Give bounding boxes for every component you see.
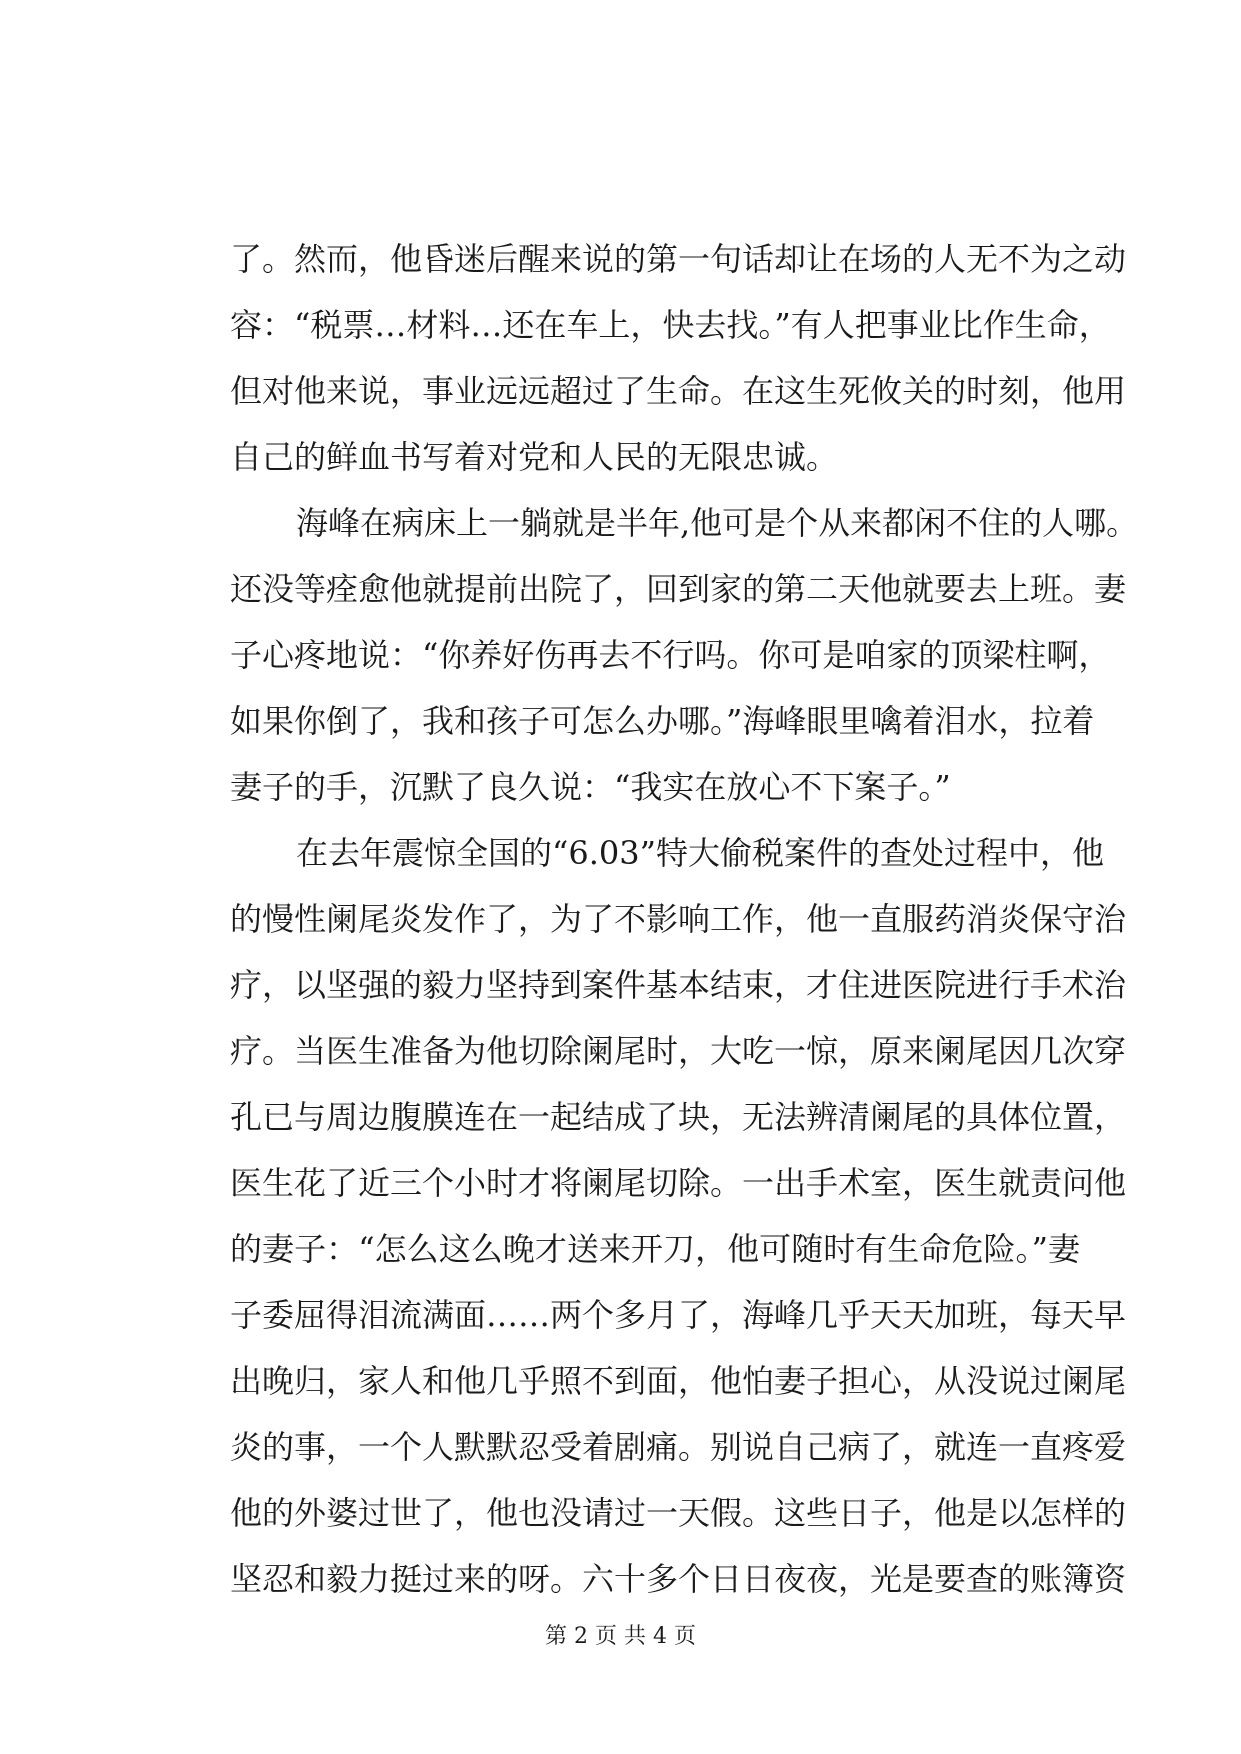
paragraph-1 bbox=[230, 226, 1127, 490]
text-line: 还没等痊愈他就提前出院了，回到家的第二天他就要去上班。妻 bbox=[230, 570, 1127, 608]
text-line: 子心疼地说：“你养好伤再去不行吗。你可是咱家的顶梁柱啊， bbox=[230, 636, 1111, 674]
text-line: 子委屈得泪流满面……两个多月了，海峰几乎天天加班，每天早 bbox=[230, 1296, 1127, 1334]
text-line: 疗。当医生准备为他切除阑尾时，大吃一惊，原来阑尾因几次穿 bbox=[230, 1032, 1127, 1070]
text-line: 的慢性阑尾炎发作了，为了不影响工作，他一直服药消炎保守治 bbox=[230, 900, 1127, 938]
text-line: 但对他来说，事业远远超过了生命。在这生死攸关的时刻，他用 bbox=[230, 372, 1127, 410]
text-line: 容：“税票…材料…还在车上，快去找。”有人把事业比作生命， bbox=[230, 306, 1111, 344]
text-line: 了。然而，他昏迷后醒来说的第一句话却让在场的人无不为之动 bbox=[230, 240, 1127, 278]
text-line: 他的外婆过世了，他也没请过一天假。这些日子，他是以怎样的 bbox=[230, 1494, 1127, 1532]
text-line: 医生花了近三个小时才将阑尾切除。一出手术室，医生就责问他 bbox=[230, 1164, 1127, 1202]
page-number-label: 第 2 页 共 4 页 bbox=[545, 1624, 696, 1649]
paragraph-3 bbox=[230, 820, 1127, 1612]
text-line: 炎的事，一个人默默忍受着剧痛。别说自己病了，就连一直疼爱 bbox=[230, 1428, 1127, 1466]
text-line: 如果你倒了，我和孩子可怎么办哪。”海峰眼里噙着泪水，拉着 bbox=[230, 702, 1095, 740]
text-line: 的妻子：“怎么这么晚才送来开刀，他可随时有生命危险。”妻 bbox=[230, 1230, 1080, 1268]
page-footer bbox=[0, 1622, 1241, 1652]
text-line: 海峰在病床上一躺就是半年,他可是个从来都闲不住的人哪。 bbox=[296, 504, 1139, 542]
text-line: 妻子的手，沉默了良久说：“我实在放心不下案子。” bbox=[230, 768, 951, 806]
text-line: 疗，以坚强的毅力坚持到案件基本结束，才住进医院进行手术治 bbox=[230, 966, 1127, 1004]
body-text bbox=[230, 226, 1139, 1612]
text-line: 自己的鲜血书写着对党和人民的无限忠诚。 bbox=[230, 438, 839, 476]
text-line: 孔已与周边腹膜连在一起结成了块，无法辨清阑尾的具体位置， bbox=[230, 1098, 1127, 1136]
paragraph-2 bbox=[230, 490, 1139, 820]
text-line: 坚忍和毅力挺过来的呀。六十多个日日夜夜，光是要查的账簿资 bbox=[230, 1560, 1127, 1598]
text-line: 出晚归，家人和他几乎照不到面，他怕妻子担心，从没说过阑尾 bbox=[230, 1362, 1127, 1400]
text-line: 在去年震惊全国的“6.03”特大偷税案件的查处过程中，他 bbox=[296, 834, 1104, 872]
